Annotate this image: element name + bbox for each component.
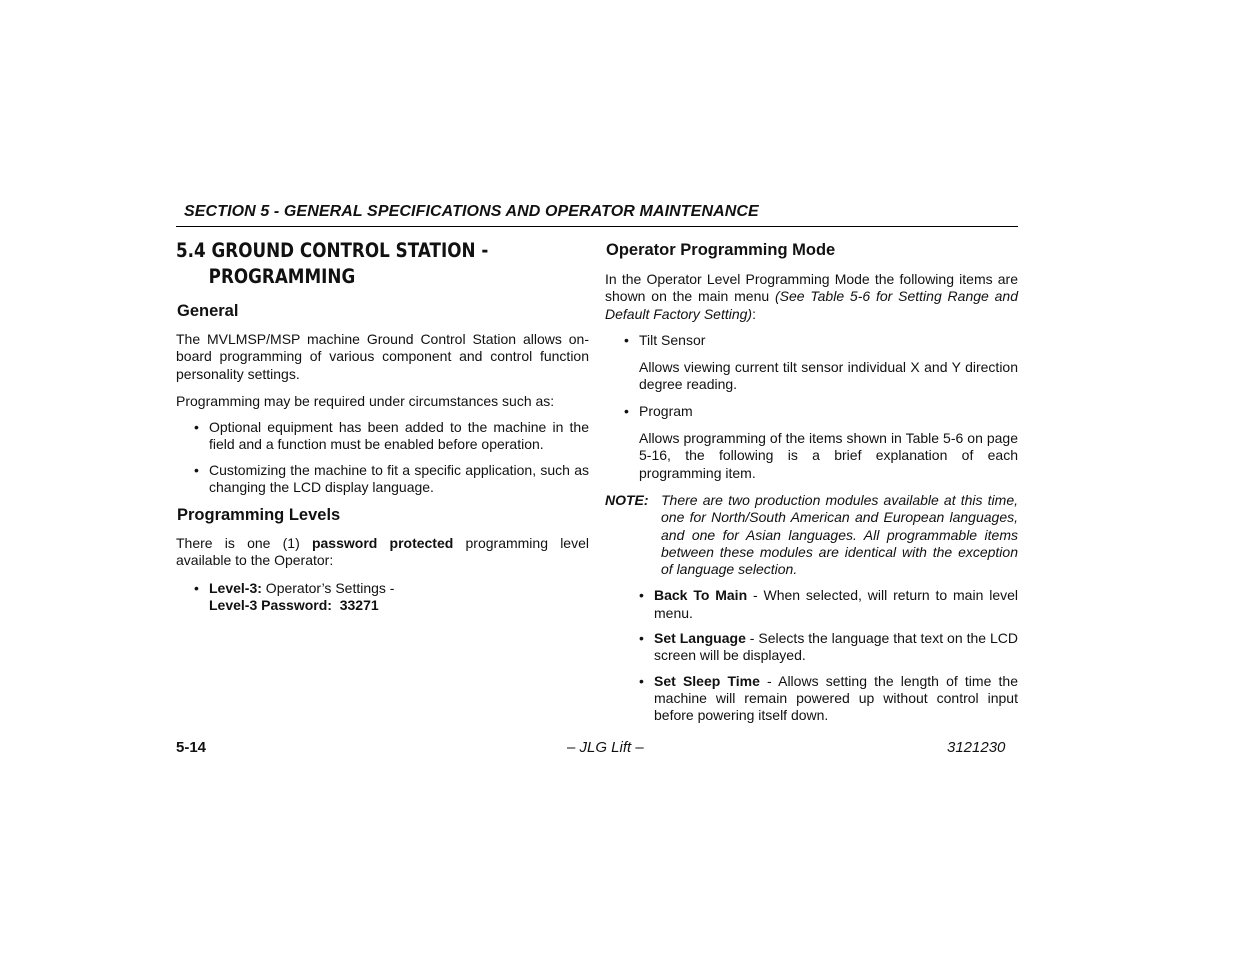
set-sleep-time-text: - Allows setting the length of time the machine will remain powered up without control input before powering itself down. bbox=[654, 672, 1018, 724]
intro-italic: (See Table 5-6 for Setting Range and Default Factory Setting) bbox=[605, 288, 1018, 322]
level3-password-value: 33271 bbox=[339, 596, 379, 613]
list-item-program bbox=[624, 403, 1018, 420]
password-protected-text: password protected bbox=[311, 535, 454, 551]
right-column-body bbox=[605, 271, 1018, 725]
list-item bbox=[639, 630, 1018, 665]
list-item: • Customizing the machine to fit a specific application, such as changing the LCD display language. bbox=[194, 462, 589, 497]
list-item bbox=[639, 673, 1018, 725]
list-item-tilt-sensor bbox=[624, 332, 1018, 349]
general-paragraph: The MVLMSP/MSP machine Ground Control Station allows on-board programming of various component and control function personality settings. bbox=[176, 331, 589, 382]
document-number: 3121230 bbox=[947, 739, 1006, 756]
levels-text-post: programming level available to the Operator: bbox=[176, 535, 589, 569]
level3-password-label: Level-3 Password: bbox=[209, 596, 332, 613]
tilt-sensor-label: Tilt Sensor bbox=[639, 331, 706, 348]
tilt-sensor-description: Allows viewing current tilt sensor individual X and Y direction degree reading. bbox=[639, 359, 1018, 393]
set-language-label: Set Language bbox=[654, 630, 746, 647]
set-sleep-time-label: Set Sleep Time bbox=[654, 672, 760, 689]
note-block bbox=[605, 492, 1018, 578]
programming-levels-heading: Programming Levels bbox=[177, 506, 341, 524]
programming-items-list bbox=[639, 587, 1018, 724]
intro-end: : bbox=[752, 305, 756, 322]
circumstances-paragraph: Programming may be required under circumstances such as: bbox=[176, 392, 555, 409]
back-to-main-text: - When selected, will return to main level menu. bbox=[654, 587, 1019, 621]
intro-text: In the Operator Level Programming Mode the following items are shown on the main menu bbox=[605, 271, 1018, 305]
footer-center-text: – JLG Lift – bbox=[567, 739, 644, 756]
set-language-text: - Selects the language that text on the LCD screen will be displayed. bbox=[654, 630, 1018, 664]
list-item: • Optional equipment has been added to the machine in the field and a function must be enabled before operation. bbox=[194, 419, 589, 454]
left-column-body bbox=[176, 331, 589, 496]
main-heading-line2: PROGRAMMING bbox=[208, 265, 356, 288]
level-list bbox=[194, 580, 589, 615]
main-heading-line1: 5.4 GROUND CONTROL STATION - bbox=[176, 239, 489, 262]
list-item bbox=[194, 580, 589, 615]
levels-paragraph bbox=[176, 535, 589, 570]
levels-text-pre: There is one (1) bbox=[176, 535, 312, 551]
main-heading bbox=[176, 238, 488, 290]
operator-programming-heading: Operator Programming Mode bbox=[606, 241, 836, 259]
level3-label: Level-3: bbox=[209, 579, 262, 596]
header-rule bbox=[176, 226, 1018, 227]
general-heading: General bbox=[177, 302, 239, 320]
program-description: Allows programming of the items shown in Table 5-6 on page 5-16, the following is a brief explanation of each programming item. bbox=[639, 430, 1018, 481]
level3-text: Operator’s Settings - bbox=[261, 579, 395, 596]
list-item bbox=[639, 587, 1018, 622]
section-header-title: SECTION 5 - GENERAL SPECIFICATIONS AND OPERATOR MAINTENANCE bbox=[184, 203, 759, 220]
program-label: Program bbox=[639, 402, 693, 419]
circumstances-list bbox=[194, 419, 589, 496]
note-text: There are two production modules available at this time, one for North/South American and European languages, and one for Asian languages. All programmable items between these modules are identical with the exception of language selection. bbox=[661, 491, 1018, 578]
intro-paragraph bbox=[605, 271, 1018, 323]
note-label: NOTE: bbox=[605, 491, 649, 508]
back-to-main-label: Back To Main bbox=[654, 587, 748, 604]
levels-body bbox=[176, 535, 589, 614]
page-number: 5-14 bbox=[176, 739, 207, 756]
